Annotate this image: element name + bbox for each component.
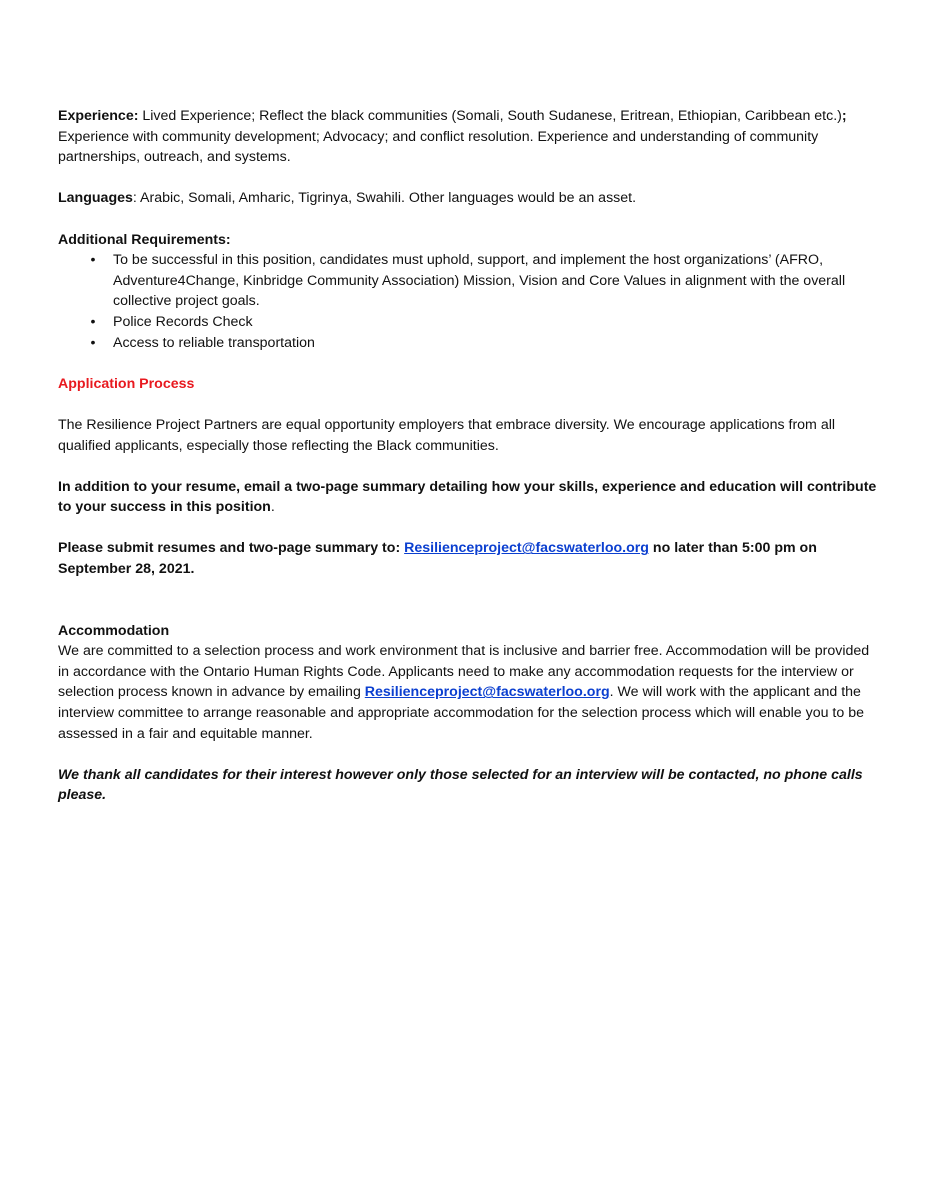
experience-text-a: Lived Experience; Reflect the black communities (Somali, South Sudanese, Eritrean, Ethiopian, Caribbean etc.) (138, 108, 842, 124)
bullet-icon: • (90, 313, 96, 330)
spacer (58, 744, 878, 765)
spacer (58, 353, 878, 374)
application-summary-end: . (270, 499, 275, 516)
experience-label: Experience: (58, 108, 139, 124)
bullet-icon: • (90, 334, 96, 351)
submit-paragraph (58, 538, 878, 579)
accommodation-heading: Accommodation (58, 622, 170, 639)
requirement-text: To be successful in this position, candidates must uphold, support, and implement the host organizations’ (AFRO, Adventure4Change, Kinbridge Community Association) Mission, Vision and Core Values in alignment with the overall collective project goals. (113, 252, 846, 310)
requirements-list (58, 250, 878, 353)
document-body (58, 106, 878, 806)
submit-text-pre: Please submit resumes and two-page summary to: (58, 540, 405, 557)
spacer (58, 394, 878, 415)
application-summary-paragraph (58, 477, 878, 518)
spacer (58, 168, 878, 189)
spacer (58, 580, 878, 621)
languages-label: Languages (58, 190, 133, 207)
spacer (58, 209, 878, 230)
requirement-text: Access to reliable transportation (113, 334, 315, 351)
list-item (58, 250, 878, 312)
submit-email-link[interactable]: Resilienceproject@facswaterloo.org (404, 540, 649, 557)
requirement-text: Police Records Check (113, 313, 253, 330)
application-intro: The Resilience Project Partners are equal opportunity employers that embrace diversity. We encourage applications from all qualified applicants, especially those reflecting the Black communities. (58, 416, 836, 454)
list-item (58, 312, 878, 333)
spacer (58, 518, 878, 539)
spacer (58, 456, 878, 477)
experience-text-b: Experience with community development; Advocacy; and conflict resolution. Experience and understanding of community partnerships, outreach, and systems. (58, 128, 819, 166)
experience-semicolon: ; (841, 108, 847, 124)
languages-text: : Arabic, Somali, Amharic, Tigrinya, Swahili. Other languages would be an asset. (132, 190, 637, 207)
closing-statement: We thank all candidates for their interest however only those selected for an interview will be contacted, no phone calls please. (58, 766, 863, 804)
experience-paragraph (58, 106, 878, 168)
additional-requirements-heading: Additional Requirements: (58, 231, 231, 248)
accommodation-paragraph (58, 641, 878, 744)
application-summary-bold: In addition to your resume, email a two-page summary detailing how your skills, experience and education will contribute to your success in this position (58, 478, 877, 516)
accommodation-text-a: We are committed to a selection process and work environment that is inclusive and barrier free. Accommodation will be provided in accordance with the Ontario Human Rights Code. Applicants need to make any accommodation requests for the interview or selection process known in advance by emailing (58, 643, 870, 701)
list-item (58, 333, 878, 354)
bullet-icon: • (90, 252, 96, 269)
accommodation-text-b: . We will work with the applicant and the interview committee to arrange reasonable and appropriate accommodation for the selection process which will enable you to be assessed in a fair and equitable manner. (58, 684, 864, 742)
accommodation-email-link[interactable]: Resilienceproject@facswaterloo.org (364, 684, 610, 701)
application-process-heading: Application Process (58, 375, 195, 392)
submit-text-post: no later than 5:00 pm on September 28, 2021. (58, 540, 817, 578)
languages-paragraph (58, 188, 878, 209)
